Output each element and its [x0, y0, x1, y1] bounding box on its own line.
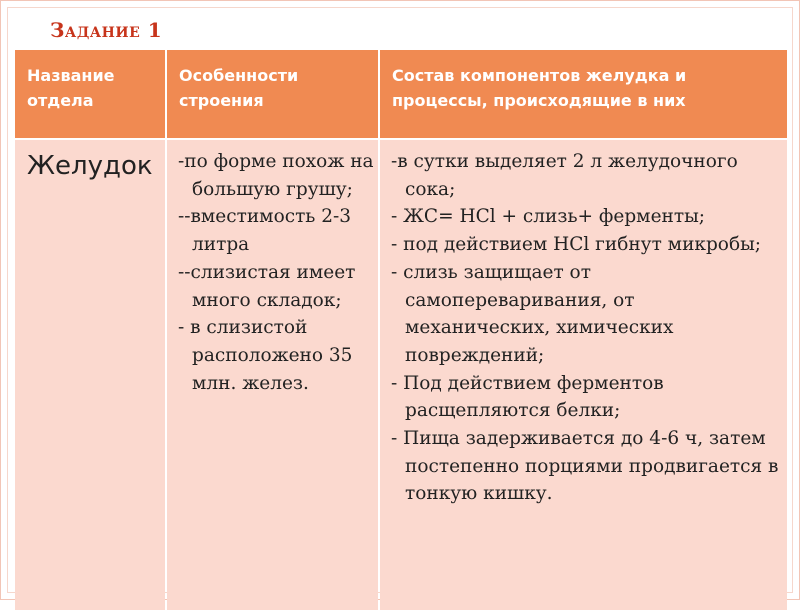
process-item: -в сутки выделяет 2 л желудочного сока; — [391, 151, 738, 200]
structure-item: --слизистая имеет много складок; — [178, 261, 356, 311]
process-cell — [380, 140, 787, 610]
process-item: - слизь защищает от самопереваривания, от механических, химических повреждений; — [391, 261, 674, 366]
process-item: - Пища задерживается до 4-6 ч, затем постепенно порциями продвигается в тонкую кишку. — [391, 428, 779, 505]
structure-item: --вместимость 2-3 литра — [178, 206, 352, 256]
process-item: - под действием HCl гибнут микробы; — [391, 234, 762, 256]
header-structure: Особенности строения — [167, 50, 378, 138]
structure-item: -по форме похож на большую грушу; — [178, 151, 374, 200]
stomach-table — [15, 50, 787, 610]
section-cell — [15, 140, 165, 610]
section-name: Желудок — [27, 151, 153, 181]
process-item: - Под действием ферментов расщепляются белки; — [391, 372, 664, 422]
process-list — [383, 148, 783, 508]
structure-cell — [167, 140, 378, 610]
header-processes: Состав компонентов желудка и процессы, происходящие в них — [380, 50, 787, 138]
structure-item: - в слизистой расположено 35 млн. желез. — [178, 317, 353, 394]
header-section-name: Название отдела — [15, 50, 165, 138]
structure-list — [170, 148, 375, 397]
process-item: - ЖС= HCl + слизь+ ферменты; — [391, 206, 706, 228]
slide-title: Задание 1 — [50, 18, 163, 42]
